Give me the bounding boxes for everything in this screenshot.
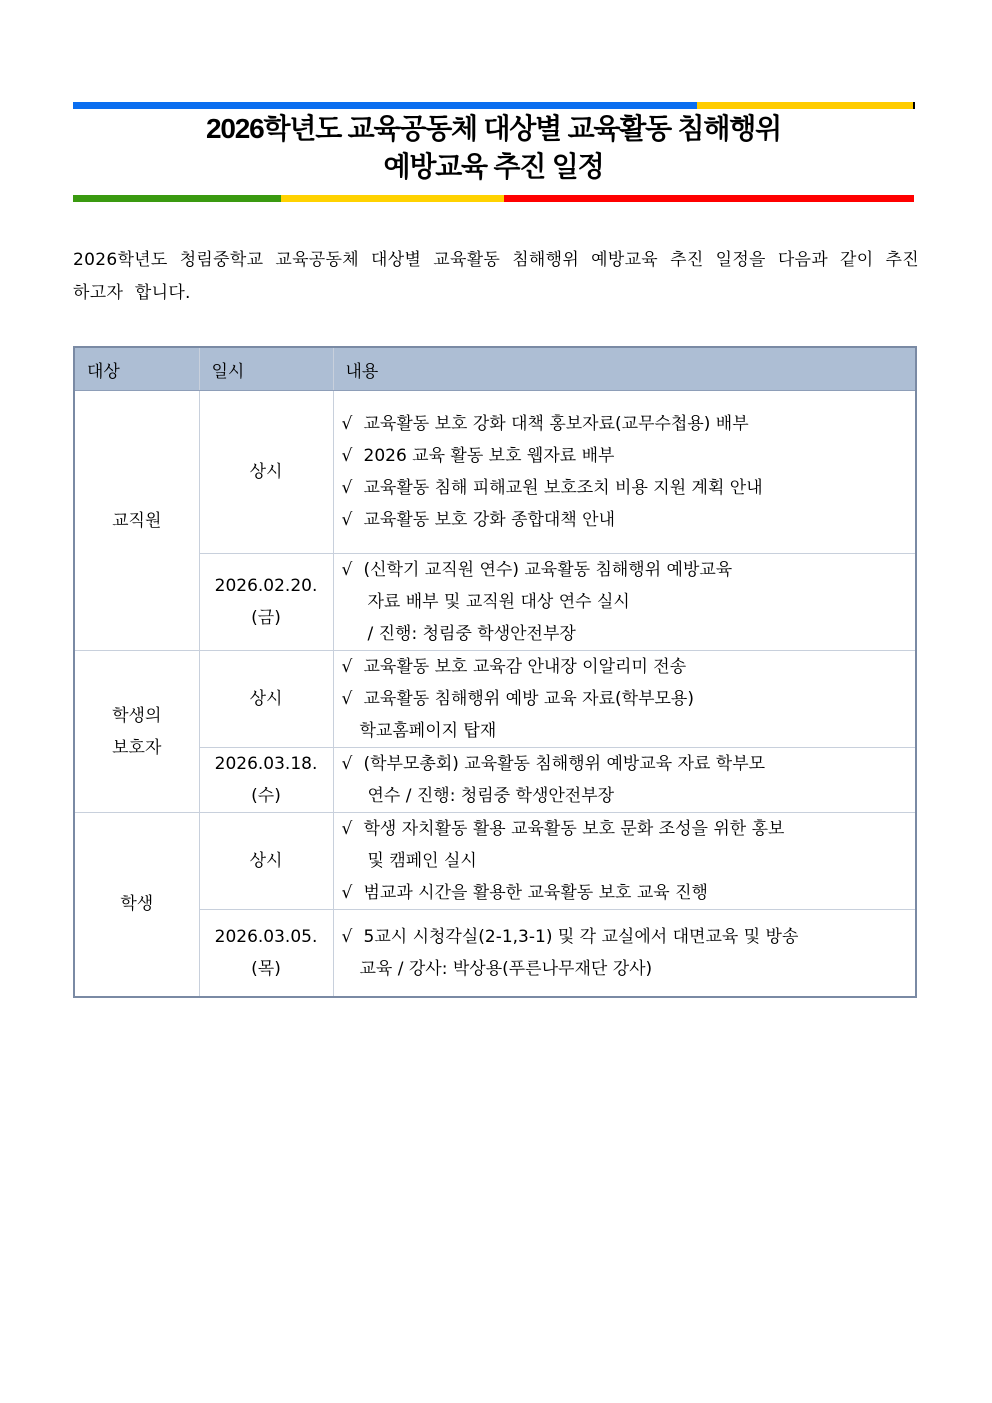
title-line-1: 2026학년도 교육공동체 대상별 교육활동 침해행위: [206, 113, 781, 144]
content-cell: [333, 748, 916, 813]
check-mark-icon: √: [341, 657, 353, 677]
header-content: 내용: [333, 347, 916, 391]
date-cell: 상시: [199, 391, 333, 554]
list-item: √ 교육활동 침해 피해교원 보호조치 비용 지원 계획 안내: [342, 472, 916, 504]
check-mark-icon: √: [341, 883, 353, 903]
list-item: √ 5교시 시청각실(2-1,3-1) 및 각 교실에서 대면교육 및 방송: [342, 921, 916, 953]
target-guardians: 학생의 보호자: [74, 651, 199, 813]
target-students: 학생: [74, 813, 199, 997]
content-cell: [333, 391, 916, 554]
table-row: [74, 651, 916, 748]
list-item: √ 범교과 시간을 활용한 교육활동 보호 교육 진행: [342, 877, 916, 909]
list-item-continuation: 학교홈페이지 탑재: [359, 721, 497, 741]
target-staff: 교직원: [74, 391, 199, 651]
list-item: √ 교육활동 보호 강화 대책 홍보자료(교무수첩용) 배부: [342, 408, 916, 440]
list-item: √ 2026 교육 활동 보호 웹자료 배부: [342, 440, 916, 472]
list-item-continuation: 및 캠페인 실시: [367, 851, 477, 871]
header-bar-bottom-red: [504, 195, 914, 202]
check-mark-icon: √: [341, 819, 353, 839]
check-mark-icon: √: [341, 478, 353, 498]
check-mark-icon: √: [341, 446, 353, 466]
check-mark-icon: √: [341, 510, 353, 530]
date-cell: 2026.03.05. (목): [199, 910, 333, 997]
content-cell: [333, 813, 916, 910]
list-item-continuation: 교육 / 강사: 박상용(푸른나무재단 강사): [359, 958, 653, 979]
list-item: √ 학생 자치활동 활용 교육활동 보호 문화 조성을 위한 홍보: [342, 813, 916, 845]
check-mark-icon: √: [341, 560, 353, 580]
check-mark-icon: √: [341, 754, 353, 774]
header-date: 일시: [199, 347, 333, 391]
content-cell: [333, 910, 916, 997]
list-item: √ 교육활동 보호 교육감 안내장 이알리미 전송: [342, 651, 916, 683]
list-item-continuation: 연수 / 진행: 청림중 학생안전부장: [367, 786, 615, 806]
date-cell: 2026.03.18. (수): [199, 748, 333, 813]
table-header-row: [74, 347, 916, 391]
document-title: [73, 110, 914, 186]
table-row: [74, 910, 916, 997]
date-cell: 2026.02.20. (금): [199, 554, 333, 651]
list-item: √ 교육활동 침해행위 예방 교육 자료(학부모용): [342, 683, 916, 715]
check-mark-icon: √: [341, 926, 353, 947]
date-cell: 상시: [199, 813, 333, 910]
header-bar-top-yellow: [697, 102, 913, 109]
header-bar-top-end-tick: [913, 102, 915, 109]
list-item-continuation: / 진행: 청림중 학생안전부장: [367, 624, 576, 644]
table-row: [74, 554, 916, 651]
header-target: 대상: [74, 347, 199, 391]
check-mark-icon: √: [341, 689, 353, 709]
schedule-table: [73, 346, 917, 998]
check-mark-icon: √: [341, 414, 353, 434]
content-cell: [333, 651, 916, 748]
table-row: [74, 748, 916, 813]
list-item: √ (학부모총회) 교육활동 침해행위 예방교육 자료 학부모: [342, 748, 916, 780]
list-item-continuation: 자료 배부 및 교직원 대상 연수 실시: [367, 592, 630, 612]
title-line-2: 예방교육 추진 일정: [383, 151, 604, 182]
table-row: [74, 813, 916, 910]
header-bar-bottom-green: [73, 195, 281, 202]
date-cell: 상시: [199, 651, 333, 748]
header-bar-top-blue: [73, 102, 697, 109]
header-bar-bottom-yellow: [281, 195, 504, 202]
table-row: [74, 391, 916, 554]
content-cell: [333, 554, 916, 651]
list-item: √ 교육활동 보호 강화 종합대책 안내: [342, 504, 916, 536]
intro-paragraph: 2026학년도 청림중학교 교육공동체 대상별 교육활동 침해행위 예방교육 추진 일정을 다음과 같이 추진하고자 합니다.: [73, 250, 919, 303]
list-item: √ (신학기 교직원 연수) 교육활동 침해행위 예방교육: [342, 554, 916, 586]
